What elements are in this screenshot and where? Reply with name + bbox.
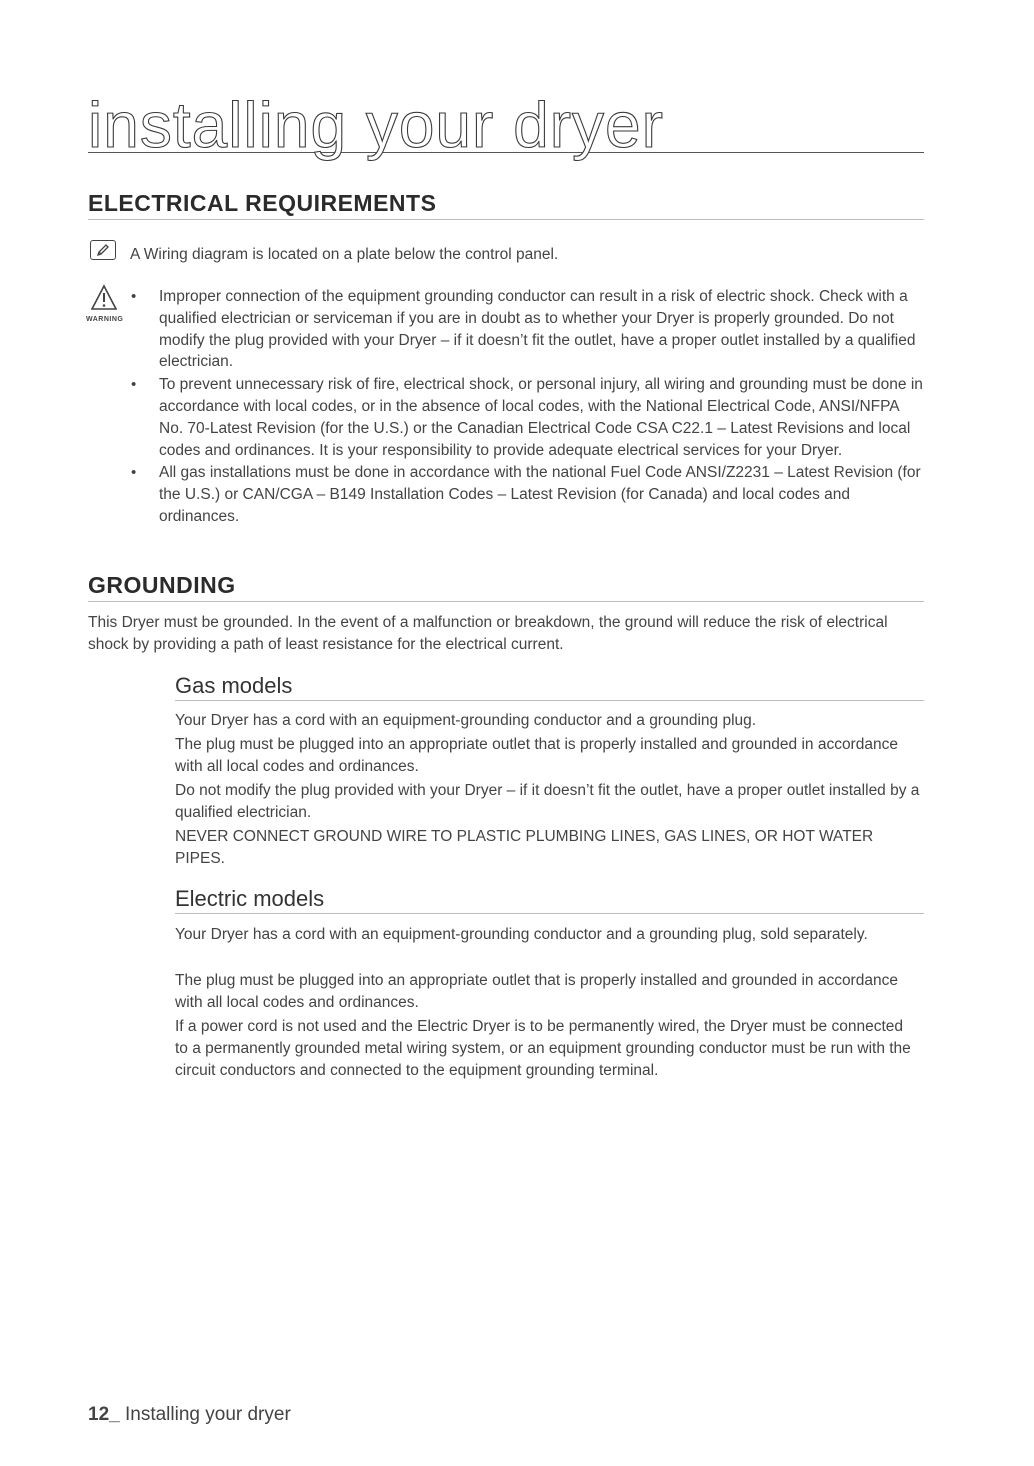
footer-section-title: Installing your dryer (124, 1404, 291, 1425)
warning-icon (86, 284, 126, 328)
bullet-dot: • (131, 288, 137, 305)
note-pencil-icon (90, 240, 116, 260)
section-heading-electrical: ELECTRICAL REQUIREMENTS (88, 190, 924, 220)
grounding-intro: This Dryer must be grounded. In the event of a malfunction or breakdown, the ground will reduce the risk of electrical shock by providing a path of least resistance for the electrical current. (88, 614, 888, 653)
warning-bullet-list (128, 286, 923, 529)
gas-paragraph-3: Do not modify the plug provided with your Dryer – if it doesn’t fit the outlet, have a proper outlet installed by a qualified electrician. (175, 782, 920, 821)
gas-paragraph-2: The plug must be plugged into an appropriate outlet that is properly installed and grounded in accordance with all local codes and ordinances. (175, 736, 898, 775)
section-heading-grounding: GROUNDING (88, 572, 924, 602)
sub-heading-electric-models: Electric models (175, 886, 924, 914)
list-item: • To prevent unnecessary risk of fire, electrical shock, or personal injury, all wiring and grounding must be done in accordance with local codes, or in the absence of local codes, with the National Electrical Code, ANSI/NFPA No. 70-Latest Revision (for the U.S.) or the Canadian Electrical Code CSA C22.1 – Latest Revisions and local codes and ordinances. It is your responsibility to provide adequate electrical services for your Dryer. (131, 376, 923, 459)
list-item: • All gas installations must be done in accordance with the national Fuel Code ANSI/Z2231 – Latest Revision (for the U.S.) or CAN/CGA – B149 Installation Codes – Latest Revision (for Canada) and local codes and ordinances. (131, 464, 921, 525)
bullet-dot: • (131, 376, 137, 394)
page-title: installing your dryer (88, 88, 924, 153)
page-footer (88, 1404, 291, 1426)
note-text: A Wiring diagram is located on a plate below the control panel. (130, 246, 559, 263)
note-row (88, 238, 924, 268)
gas-paragraph-4: NEVER CONNECT GROUND WIRE TO PLASTIC PLUMBING LINES, GAS LINES, OR HOT WATER PIPES. (175, 828, 874, 867)
sub-heading-gas-models: Gas models (175, 673, 924, 701)
gas-paragraph-1: Your Dryer has a cord with an equipment-grounding conductor and a grounding plug. (175, 712, 757, 729)
electric-paragraph-3: If a power cord is not used and the Electric Dryer is to be permanently wired, the Dryer must be connected to a permanently grounded metal wiring system, or an equipment grounding conductor must be run with the circuit conductors and connected to the equipment grounding terminal. (175, 1018, 911, 1079)
warning-label: WARNING (86, 316, 124, 323)
page-number: 12_ (88, 1404, 120, 1425)
list-item: • Improper connection of the equipment grounding conductor can result in a risk of electric shock. Check with a qualified electrician or serviceman if you are in doubt as to whether your Dryer is properly grounded. Do not modify the plug provided with your Dryer – if it doesn’t fit the outlet, have a proper outlet installed by a qualified electrician. (131, 288, 916, 371)
electric-paragraph-2: The plug must be plugged into an appropriate outlet that is properly installed and grounded in accordance with all local codes and ordinances. (175, 972, 898, 1011)
bullet-dot: • (131, 464, 137, 482)
electric-paragraph-1: Your Dryer has a cord with an equipment-grounding conductor and a grounding plug, sold separately. (175, 926, 868, 943)
